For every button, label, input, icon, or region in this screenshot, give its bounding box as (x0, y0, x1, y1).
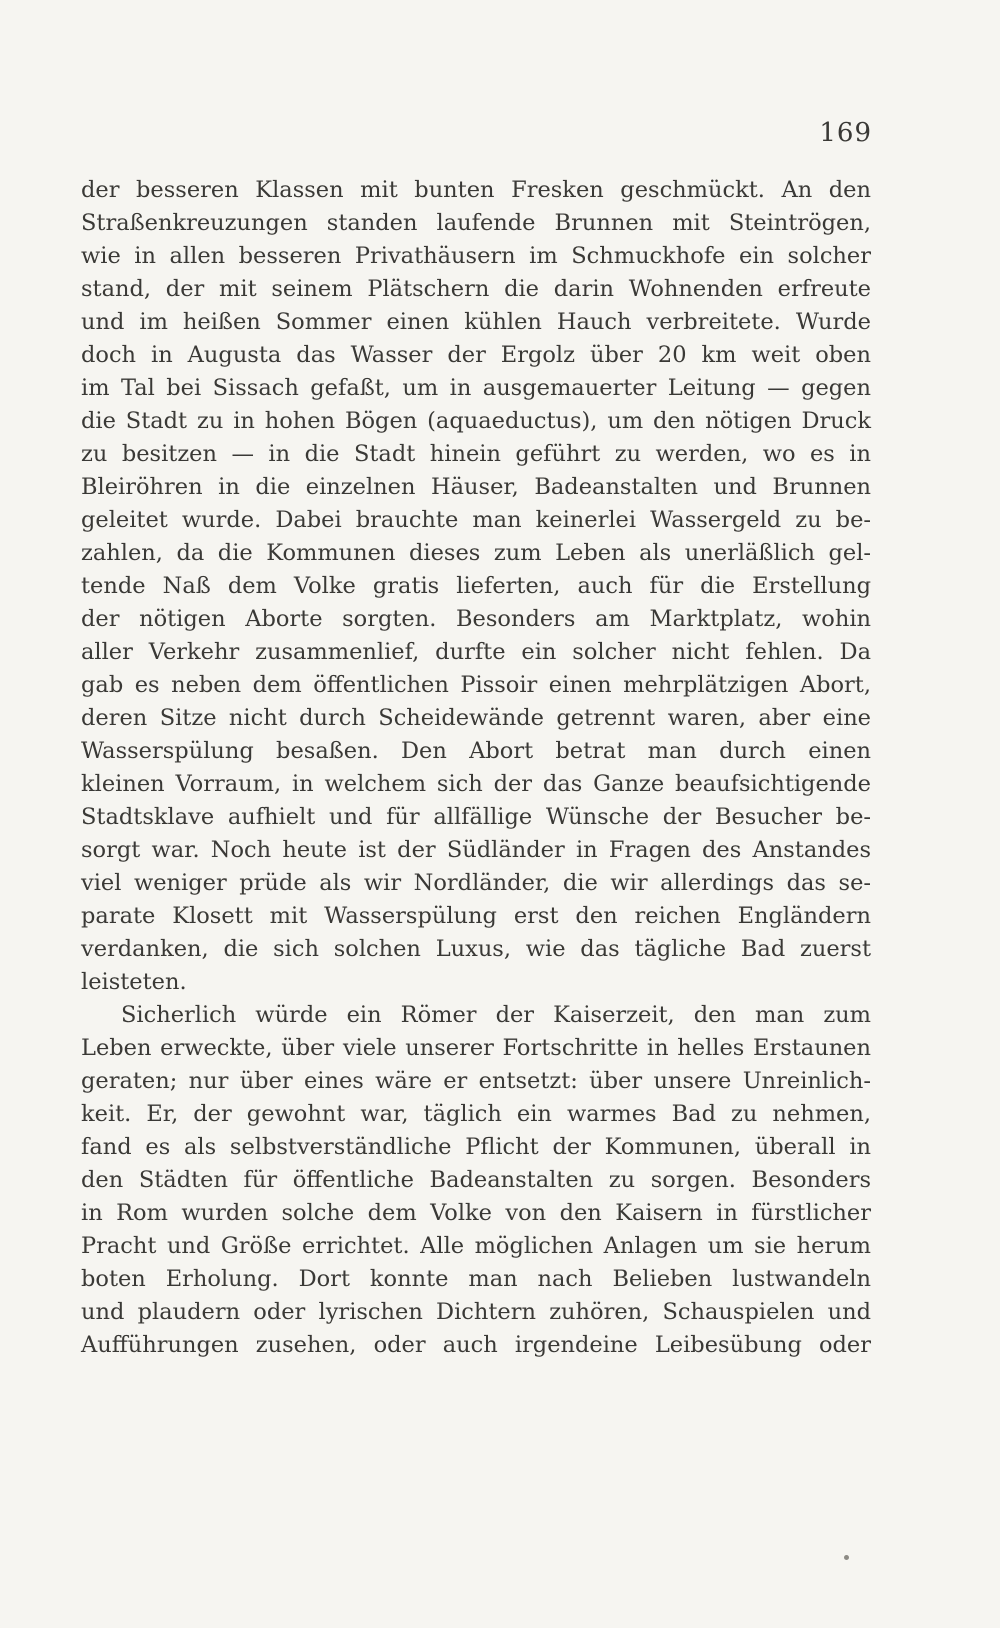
text-line: Aufführungen zusehen, oder auch irgendeine Leibesübung oder (81, 1332, 871, 1358)
text-line: der besseren Klassen mit bunten Fresken geschmückt. An den (81, 177, 871, 203)
text-line: zu besitzen — in die Stadt hinein geführt zu werden, wo es in (81, 441, 871, 467)
text-line: keit. Er, der gewohnt war, täglich ein warmes Bad zu nehmen, (81, 1101, 871, 1127)
text-line: kleinen Vorraum, in welchem sich der das Ganze beaufsichtigende (81, 771, 871, 797)
text-line: zahlen, da die Kommunen dieses zum Leben als unerläßlich gel- (81, 540, 871, 566)
text-line: fand es als selbstverständliche Pflicht der Kommunen, überall in (81, 1134, 871, 1160)
body-text (81, 174, 871, 1362)
text-line: der nötigen Aborte sorgten. Besonders am Marktplatz, wohin (81, 606, 871, 632)
paper-speck (844, 1555, 849, 1560)
text-line: in Rom wurden solche dem Volke von den Kaisern in fürstlicher (81, 1200, 871, 1226)
text-line: und plaudern oder lyrischen Dichtern zuhören, Schauspielen und (81, 1299, 871, 1325)
text-line: geleitet wurde. Dabei brauchte man keinerlei Wassergeld zu be- (81, 507, 871, 533)
text-line: Straßenkreuzungen standen laufende Brunnen mit Steintrögen, (81, 210, 871, 236)
text-line: aller Verkehr zusammenlief, durfte ein solcher nicht fehlen. Da (81, 639, 871, 665)
text-line: den Städten für öffentliche Badeanstalten zu sorgen. Besonders (81, 1167, 871, 1193)
text-line: viel weniger prüde als wir Nordländer, die wir allerdings das se- (81, 870, 871, 896)
text-line: geraten; nur über eines wäre er entsetzt: über unsere Unreinlich- (81, 1068, 871, 1094)
text-line: tende Naß dem Volke gratis lieferten, auch für die Erstellung (81, 573, 871, 599)
text-line: stand, der mit seinem Plätschern die darin Wohnenden erfreute (81, 276, 871, 302)
text-line: Stadtsklave aufhielt und für allfällige Wünsche der Besucher be- (81, 804, 871, 830)
text-line: die Stadt zu in hohen Bögen (aquaeductus), um den nötigen Druck (81, 408, 871, 434)
text-line: leisteten. (81, 969, 187, 995)
text-line: Wasserspülung besaßen. Den Abort betrat man durch einen (81, 738, 871, 764)
text-line: verdanken, die sich solchen Luxus, wie das tägliche Bad zuerst (81, 936, 871, 962)
text-line: im Tal bei Sissach gefaßt, um in ausgemauerter Leitung — gegen (81, 375, 871, 401)
page-number: 169 (819, 118, 872, 148)
text-line: Bleiröhren in die einzelnen Häuser, Badeanstalten und Brunnen (81, 474, 871, 500)
text-line: Leben erweckte, über viele unserer Fortschritte in helles Erstaunen (81, 1035, 871, 1061)
text-line: Pracht und Größe errichtet. Alle möglichen Anlagen um sie herum (81, 1233, 871, 1259)
text-line: gab es neben dem öffentlichen Pissoir einen mehrplätzigen Abort, (81, 672, 871, 698)
text-line: und im heißen Sommer einen kühlen Hauch verbreitete. Wurde (81, 309, 871, 335)
text-line: sorgt war. Noch heute ist der Südländer in Fragen des Anstandes (81, 837, 871, 863)
text-line: doch in Augusta das Wasser der Ergolz über 20 km weit oben (81, 342, 871, 368)
text-line: wie in allen besseren Privathäusern im Schmuckhofe ein solcher (81, 243, 871, 269)
text-line: Sicherlich würde ein Römer der Kaiserzeit, den man zum (121, 1002, 871, 1028)
text-line: parate Klosett mit Wasserspülung erst den reichen Engländern (81, 903, 871, 929)
text-line: deren Sitze nicht durch Scheidewände getrennt waren, aber eine (81, 705, 871, 731)
text-line: boten Erholung. Dort konnte man nach Belieben lustwandeln (81, 1266, 871, 1292)
